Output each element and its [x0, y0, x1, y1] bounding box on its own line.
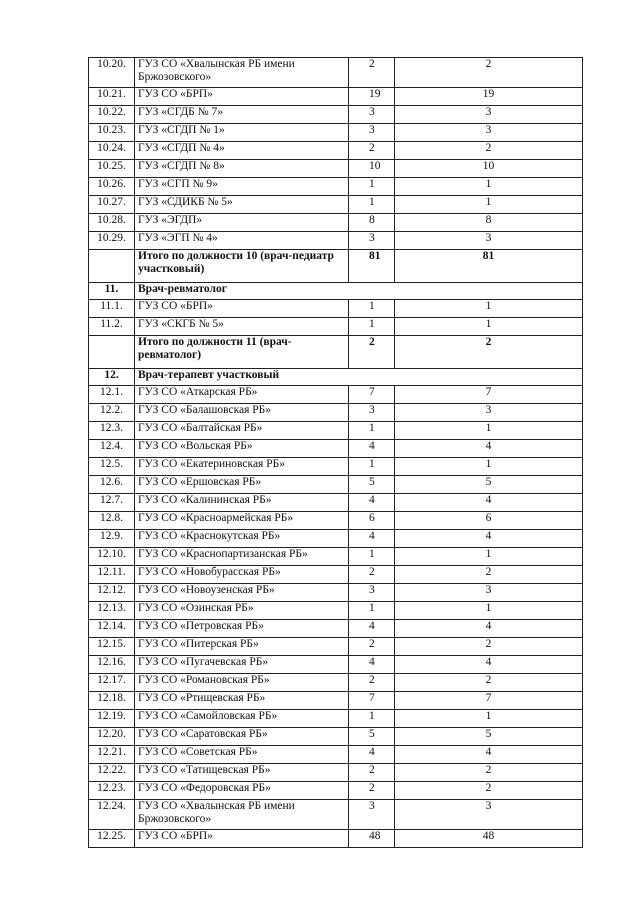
- row-number: 12.22.: [89, 764, 135, 782]
- row-number: 12.14.: [89, 620, 135, 638]
- table-row: [89, 318, 583, 336]
- table-row: [89, 638, 583, 656]
- row-number: 10.22.: [89, 106, 135, 124]
- table-row: [89, 142, 583, 160]
- row-number: [89, 250, 135, 283]
- row-number: 11.2.: [89, 318, 135, 336]
- count-planned: 4: [349, 494, 395, 512]
- institution-name: ГУЗ «СГП № 9»: [135, 178, 349, 196]
- count-total: 81: [395, 250, 583, 283]
- table-row: [89, 602, 583, 620]
- row-number: 10.20.: [89, 58, 135, 88]
- institution-name: ГУЗ СО «Балашовская РБ»: [135, 404, 349, 422]
- staffing-table-body: [89, 58, 583, 848]
- table-row: [89, 196, 583, 214]
- count-total: 4: [395, 620, 583, 638]
- table-row: [89, 584, 583, 602]
- count-total: 1: [395, 300, 583, 318]
- count-planned: 81: [349, 250, 395, 283]
- staffing-table: [88, 57, 583, 848]
- count-total: 4: [395, 746, 583, 764]
- table-row: [89, 710, 583, 728]
- count-planned: 2: [349, 58, 395, 88]
- table-row: [89, 178, 583, 196]
- institution-name: ГУЗ СО «БРП»: [135, 830, 349, 848]
- count-total: 5: [395, 728, 583, 746]
- table-row: [89, 404, 583, 422]
- count-planned: 3: [349, 404, 395, 422]
- institution-name: ГУЗ СО «Самойловская РБ»: [135, 710, 349, 728]
- count-total: 4: [395, 656, 583, 674]
- institution-name: Итого по должности 10 (врач-педиатр участковый): [135, 250, 349, 283]
- count-planned: 1: [349, 178, 395, 196]
- count-total: 1: [395, 458, 583, 476]
- count-total: 2: [395, 764, 583, 782]
- institution-name: ГУЗ СО «Вольская РБ»: [135, 440, 349, 458]
- count-planned: 1: [349, 422, 395, 440]
- section-title: Врач-терапевт участковый: [135, 369, 583, 386]
- table-row: [89, 88, 583, 106]
- row-number: 12.2.: [89, 404, 135, 422]
- count-total: 48: [395, 830, 583, 848]
- institution-name: ГУЗ СО «Советская РБ»: [135, 746, 349, 764]
- institution-name: ГУЗ СО «Озинская РБ»: [135, 602, 349, 620]
- table-row: [89, 830, 583, 848]
- count-planned: 4: [349, 440, 395, 458]
- count-planned: 1: [349, 300, 395, 318]
- count-total: 4: [395, 530, 583, 548]
- count-total: 6: [395, 512, 583, 530]
- count-total: 8: [395, 214, 583, 232]
- institution-name: ГУЗ СО «Пугачевская РБ»: [135, 656, 349, 674]
- count-total: 1: [395, 548, 583, 566]
- count-total: 7: [395, 386, 583, 404]
- table-row: [89, 476, 583, 494]
- row-number: 12.20.: [89, 728, 135, 746]
- institution-name: ГУЗ СО «Федоровская РБ»: [135, 782, 349, 800]
- count-planned: 2: [349, 142, 395, 160]
- count-planned: 4: [349, 656, 395, 674]
- institution-name: ГУЗ «СГДП № 4»: [135, 142, 349, 160]
- section-header-row: [89, 369, 583, 386]
- institution-name: ГУЗ СО «Татищевская РБ»: [135, 764, 349, 782]
- count-planned: 3: [349, 124, 395, 142]
- count-planned: 3: [349, 584, 395, 602]
- count-planned: 4: [349, 530, 395, 548]
- row-number: 12.15.: [89, 638, 135, 656]
- table-row: [89, 746, 583, 764]
- count-planned: 5: [349, 476, 395, 494]
- row-number: 10.29.: [89, 232, 135, 250]
- count-planned: 2: [349, 638, 395, 656]
- row-number: 12.5.: [89, 458, 135, 476]
- count-total: 5: [395, 476, 583, 494]
- count-total: 2: [395, 58, 583, 88]
- institution-name: ГУЗ СО «Ртищевская РБ»: [135, 692, 349, 710]
- row-number: 12.7.: [89, 494, 135, 512]
- count-total: 2: [395, 782, 583, 800]
- row-number: 10.26.: [89, 178, 135, 196]
- table-row: [89, 512, 583, 530]
- section-header-row: [89, 283, 583, 300]
- table-row: [89, 656, 583, 674]
- count-planned: 3: [349, 106, 395, 124]
- count-planned: 1: [349, 710, 395, 728]
- row-number: 10.23.: [89, 124, 135, 142]
- table-row: [89, 386, 583, 404]
- count-planned: 1: [349, 458, 395, 476]
- row-number: 10.24.: [89, 142, 135, 160]
- table-row: [89, 458, 583, 476]
- document-page: [88, 57, 582, 848]
- count-total: 10: [395, 160, 583, 178]
- institution-name: ГУЗ СО «Новоузенская РБ»: [135, 584, 349, 602]
- table-row: [89, 800, 583, 830]
- table-row: [89, 728, 583, 746]
- row-number: 12.24.: [89, 800, 135, 830]
- count-total: 3: [395, 124, 583, 142]
- table-row: [89, 674, 583, 692]
- institution-name: ГУЗ СО «Романовская РБ»: [135, 674, 349, 692]
- count-total: 2: [395, 674, 583, 692]
- table-row: [89, 124, 583, 142]
- count-planned: 1: [349, 318, 395, 336]
- institution-name: ГУЗ «СГДП № 8»: [135, 160, 349, 178]
- row-number: 12.9.: [89, 530, 135, 548]
- table-row: [89, 494, 583, 512]
- row-number: 12.21.: [89, 746, 135, 764]
- table-row: [89, 530, 583, 548]
- count-total: 1: [395, 196, 583, 214]
- row-number: 12.3.: [89, 422, 135, 440]
- table-row: [89, 106, 583, 124]
- count-total: 2: [395, 142, 583, 160]
- count-total: 1: [395, 710, 583, 728]
- institution-name: ГУЗ «ЭГП № 4»: [135, 232, 349, 250]
- count-planned: 10: [349, 160, 395, 178]
- row-number: 12.23.: [89, 782, 135, 800]
- institution-name: ГУЗ «СКГБ № 5»: [135, 318, 349, 336]
- count-total: 4: [395, 494, 583, 512]
- row-number: 12.1.: [89, 386, 135, 404]
- count-planned: 48: [349, 830, 395, 848]
- count-planned: 4: [349, 620, 395, 638]
- count-planned: 4: [349, 746, 395, 764]
- section-number: 12.: [89, 369, 135, 386]
- count-total: 3: [395, 800, 583, 830]
- row-number: 12.19.: [89, 710, 135, 728]
- count-total: 2: [395, 638, 583, 656]
- row-number: 12.4.: [89, 440, 135, 458]
- count-total: 3: [395, 232, 583, 250]
- table-row: [89, 440, 583, 458]
- count-total: 3: [395, 404, 583, 422]
- row-number: 12.10.: [89, 548, 135, 566]
- institution-name: ГУЗ СО «Хвалынская РБ имени Бржозовского»: [135, 800, 349, 830]
- table-row: [89, 620, 583, 638]
- institution-name: ГУЗ СО «БРП»: [135, 88, 349, 106]
- row-number: 12.25.: [89, 830, 135, 848]
- total-row: [89, 250, 583, 283]
- row-number: 10.21.: [89, 88, 135, 106]
- table-row: [89, 160, 583, 178]
- row-number: 12.12.: [89, 584, 135, 602]
- count-planned: 2: [349, 764, 395, 782]
- count-total: 1: [395, 178, 583, 196]
- count-planned: 8: [349, 214, 395, 232]
- count-planned: 5: [349, 728, 395, 746]
- institution-name: ГУЗ СО «БРП»: [135, 300, 349, 318]
- total-row: [89, 336, 583, 369]
- count-planned: 1: [349, 602, 395, 620]
- institution-name: Итого по должности 11 (врач-ревматолог): [135, 336, 349, 369]
- table-row: [89, 692, 583, 710]
- count-planned: 19: [349, 88, 395, 106]
- table-row: [89, 782, 583, 800]
- table-row: [89, 232, 583, 250]
- row-number: 12.13.: [89, 602, 135, 620]
- table-row: [89, 214, 583, 232]
- table-row: [89, 548, 583, 566]
- institution-name: ГУЗ СО «Аткарская РБ»: [135, 386, 349, 404]
- institution-name: ГУЗ СО «Краснокутская РБ»: [135, 530, 349, 548]
- count-planned: 7: [349, 692, 395, 710]
- section-title: Врач-ревматолог: [135, 283, 583, 300]
- section-number: 11.: [89, 283, 135, 300]
- institution-name: ГУЗ СО «Красноармейская РБ»: [135, 512, 349, 530]
- row-number: 12.6.: [89, 476, 135, 494]
- count-planned: 2: [349, 782, 395, 800]
- row-number: 10.27.: [89, 196, 135, 214]
- count-planned: 7: [349, 386, 395, 404]
- row-number: 12.17.: [89, 674, 135, 692]
- count-total: 7: [395, 692, 583, 710]
- count-total: 3: [395, 584, 583, 602]
- count-planned: 1: [349, 548, 395, 566]
- table-row: [89, 300, 583, 318]
- institution-name: ГУЗ СО «Калининская РБ»: [135, 494, 349, 512]
- institution-name: ГУЗ СО «Хвалынская РБ имени Бржозовского»: [135, 58, 349, 88]
- count-total: 1: [395, 318, 583, 336]
- count-total: 1: [395, 422, 583, 440]
- institution-name: ГУЗ СО «Петровская РБ»: [135, 620, 349, 638]
- institution-name: ГУЗ «СГДП № 1»: [135, 124, 349, 142]
- row-number: 10.25.: [89, 160, 135, 178]
- count-planned: 3: [349, 800, 395, 830]
- institution-name: ГУЗ СО «Краснопартизанская РБ»: [135, 548, 349, 566]
- count-total: 1: [395, 602, 583, 620]
- count-planned: 1: [349, 196, 395, 214]
- count-planned: 2: [349, 674, 395, 692]
- count-total: 2: [395, 336, 583, 369]
- institution-name: ГУЗ «СГДБ № 7»: [135, 106, 349, 124]
- row-number: 12.11.: [89, 566, 135, 584]
- institution-name: ГУЗ СО «Питерская РБ»: [135, 638, 349, 656]
- table-row: [89, 764, 583, 782]
- row-number: 11.1.: [89, 300, 135, 318]
- row-number: [89, 336, 135, 369]
- institution-name: ГУЗ СО «Новобурасская РБ»: [135, 566, 349, 584]
- count-total: 4: [395, 440, 583, 458]
- institution-name: ГУЗ СО «Ершовская РБ»: [135, 476, 349, 494]
- count-planned: 2: [349, 566, 395, 584]
- institution-name: ГУЗ «ЭГДП»: [135, 214, 349, 232]
- count-planned: 6: [349, 512, 395, 530]
- institution-name: ГУЗ СО «Саратовская РБ»: [135, 728, 349, 746]
- table-row: [89, 422, 583, 440]
- institution-name: ГУЗ СО «Балтайская РБ»: [135, 422, 349, 440]
- count-total: 3: [395, 106, 583, 124]
- table-row: [89, 58, 583, 88]
- row-number: 12.8.: [89, 512, 135, 530]
- count-total: 2: [395, 566, 583, 584]
- table-row: [89, 566, 583, 584]
- count-total: 19: [395, 88, 583, 106]
- row-number: 12.18.: [89, 692, 135, 710]
- row-number: 12.16.: [89, 656, 135, 674]
- institution-name: ГУЗ «СДИКБ № 5»: [135, 196, 349, 214]
- row-number: 10.28.: [89, 214, 135, 232]
- institution-name: ГУЗ СО «Екатериновская РБ»: [135, 458, 349, 476]
- count-planned: 2: [349, 336, 395, 369]
- count-planned: 3: [349, 232, 395, 250]
